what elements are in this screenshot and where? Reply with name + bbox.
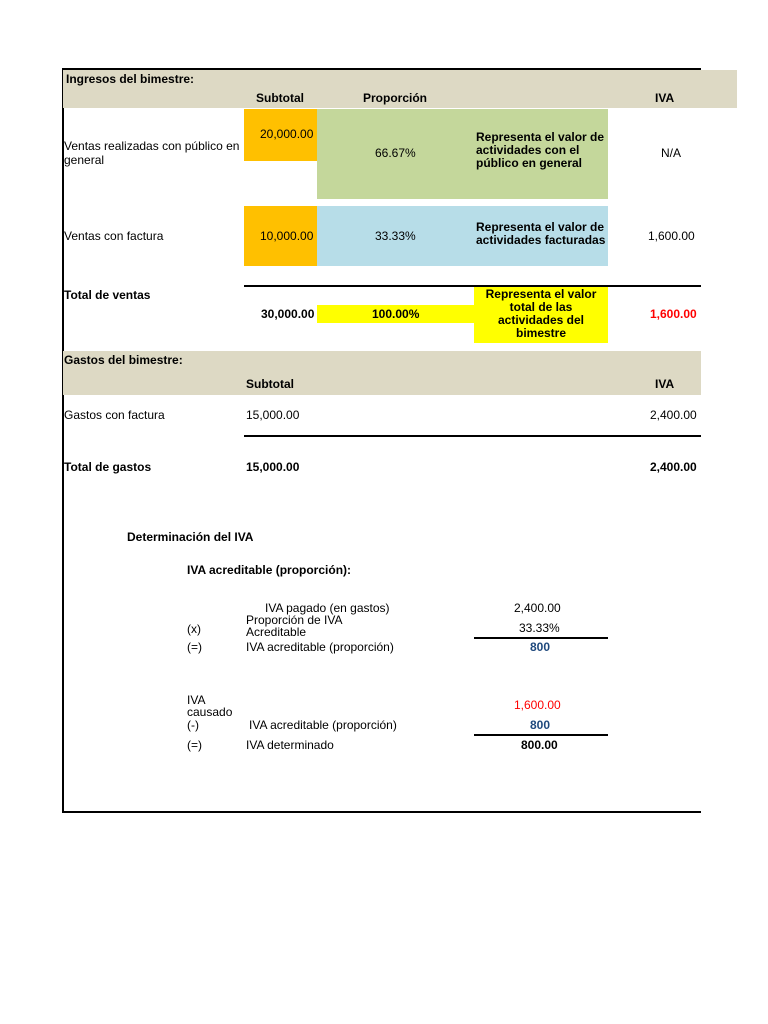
gastos-factura-label: Gastos con factura [64,408,165,422]
row-ventas-publico-subtotal: 20,000.00 [260,127,314,141]
row-ventas-publico-proporcion: 66.67% [375,146,416,160]
ingresos-col-proporcion: Proporción [363,91,428,105]
ingresos-title: Ingresos del bimestre: [66,72,195,86]
proporcion-acreditable-label: Proporción de IVA Acreditable [246,613,342,639]
row-ventas-publico-note: Representa el valor de actividades con el público en general [476,130,605,170]
op-multiply: (x) [187,622,201,636]
total-gastos-label: Total de gastos [64,460,152,474]
iva-acreditable-label: IVA acreditable (proporción) [246,640,394,654]
determinado-rule [474,734,608,736]
gastos-factura-subtotal: 15,000.00 [246,408,300,422]
row-ventas-publico-subtotal-cell [244,109,317,161]
iva-determinado-value: 800.00 [521,738,558,752]
total-gastos-iva: 2,400.00 [650,460,697,474]
row-ventas-factura-subtotal: 10,000.00 [260,229,314,243]
gastos-factura-iva: 2,400.00 [650,408,697,422]
total-ventas-proporcion: 100.00% [372,307,420,321]
iva-acreditable-2-value: 800 [530,718,551,732]
total-ventas-label: Total de ventas [64,288,151,302]
iva-acreditable-2-label: IVA acreditable (proporción) [249,718,397,732]
row-ventas-factura-label: Ventas con factura [64,229,164,243]
row-ventas-factura-note: Representa el valor de actividades facturadas [476,220,606,247]
op-equals-1: (=) [187,640,202,654]
iva-determinado-label: IVA determinado [246,738,334,752]
iva-causado-label: IVA causado [187,693,233,719]
iva-pagado-value: 2,400.00 [514,601,561,615]
op-minus: (-) [187,718,199,732]
row-ventas-publico-proporcion-cell [317,109,608,199]
total-ventas-note: Representa el valor total de las actividades del bimestre [485,287,597,340]
total-ventas-rule [244,285,701,287]
proporcion-acreditable-value: 33.33% [519,621,560,635]
iva-pagado-label: IVA pagado (en gastos) [265,601,390,615]
op-equals-2: (=) [187,738,202,752]
gastos-col-subtotal: Subtotal [246,377,294,391]
total-gastos-subtotal: 15,000.00 [246,460,300,474]
row-ventas-factura-proporcion-cell [317,206,608,266]
row-ventas-factura-proporcion: 33.33% [375,229,416,243]
determinacion-subtitle: IVA acreditable (proporción): [187,563,352,577]
acreditable-rule [474,637,608,639]
iva-acreditable-value: 800 [530,640,551,654]
total-ventas-iva: 1,600.00 [650,307,697,321]
total-ventas-proporcion-cell [317,305,474,323]
row-ventas-factura-iva: 1,600.00 [648,229,695,243]
iva-causado-value: 1,600.00 [514,698,561,712]
row-ventas-publico-iva: N/A [661,146,682,160]
ingresos-col-iva: IVA [655,91,675,105]
row-ventas-publico-label: Ventas realizadas con público en general [64,139,240,167]
gastos-title: Gastos del bimestre: [64,353,183,367]
ingresos-col-subtotal: Subtotal [256,91,304,105]
gastos-col-iva: IVA [655,377,675,391]
total-ventas-subtotal: 30,000.00 [261,307,315,321]
total-ventas-note-cell [474,287,608,343]
row-ventas-factura-subtotal-cell [244,206,317,266]
gastos-rule [244,435,701,437]
determinacion-title: Determinación del IVA [127,530,254,544]
